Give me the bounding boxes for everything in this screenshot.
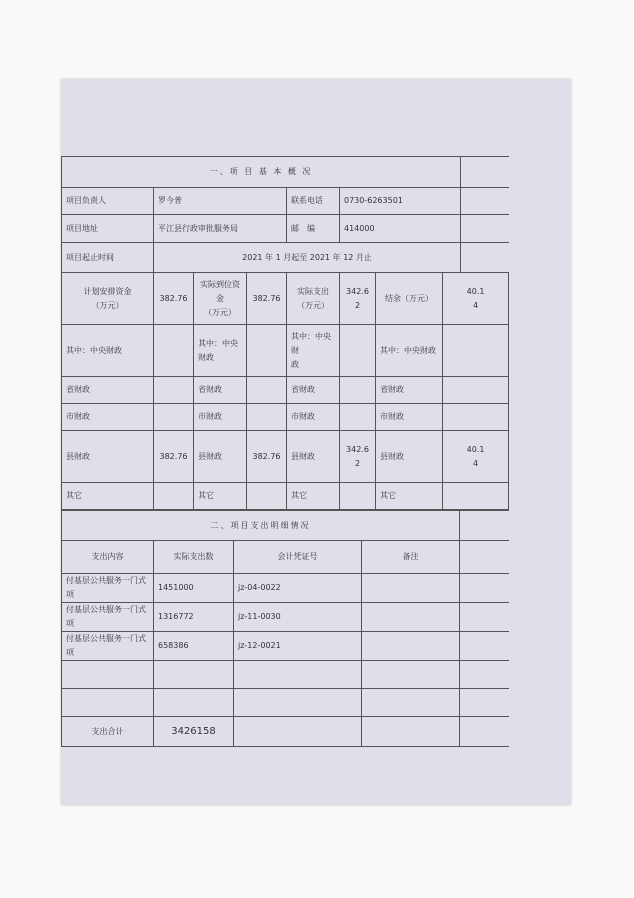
empty-cell xyxy=(362,717,460,747)
empty-cell xyxy=(461,215,509,243)
other-label: 其它 xyxy=(194,483,247,510)
header-voucher: 会计凭证号 xyxy=(234,541,362,574)
county-balance-value: 40.1 4 xyxy=(443,431,509,483)
empty-cell xyxy=(460,603,509,632)
city-finance-label: 市财政 xyxy=(194,404,247,431)
row-amount xyxy=(154,661,234,689)
period-value: 2021 年 1 月起至 2021 年 12 月止 xyxy=(154,243,461,273)
postcode-value: 414000 xyxy=(340,215,461,243)
empty-cell xyxy=(460,574,509,603)
header-amount: 实际支出数 xyxy=(154,541,234,574)
actual-in-value: 382.76 xyxy=(247,273,287,325)
header-content: 支出内容 xyxy=(62,541,154,574)
county-out-value: 342.6 2 xyxy=(340,431,376,483)
empty-cell xyxy=(461,188,509,215)
row-remark xyxy=(362,661,460,689)
province-finance-label: 省财政 xyxy=(287,377,340,404)
header-remark: 备注 xyxy=(362,541,460,574)
row-content xyxy=(62,689,154,717)
other-label: 其它 xyxy=(287,483,340,510)
empty-cell xyxy=(443,377,509,404)
empty-cell xyxy=(460,689,509,717)
empty-cell xyxy=(154,377,194,404)
row-voucher: jz-04-0022 xyxy=(234,574,362,603)
row-content: 付基层公共服务一门式项 xyxy=(62,603,154,632)
row-content xyxy=(62,661,154,689)
row-remark xyxy=(362,574,460,603)
row-voucher xyxy=(234,689,362,717)
other-label: 其它 xyxy=(62,483,154,510)
province-finance-label: 省财政 xyxy=(376,377,443,404)
empty-cell xyxy=(340,404,376,431)
table-row xyxy=(62,632,509,661)
section2-title: 二、项目支出明细情况 xyxy=(62,511,460,541)
row-remark xyxy=(362,632,460,661)
table-row xyxy=(62,689,509,717)
other-label: 其它 xyxy=(376,483,443,510)
city-finance-label: 市财政 xyxy=(376,404,443,431)
balance-label: 结余（万元） xyxy=(376,273,443,325)
province-finance-label: 省财政 xyxy=(194,377,247,404)
county-finance-label: 县财政 xyxy=(287,431,340,483)
empty-cell xyxy=(340,377,376,404)
empty-cell xyxy=(247,404,287,431)
empty-cell xyxy=(460,717,509,747)
row-voucher: jz-12-0021 xyxy=(234,632,362,661)
county-finance-label: 县财政 xyxy=(194,431,247,483)
row-amount xyxy=(154,689,234,717)
actual-out-label: 实际支出 （万元） xyxy=(287,273,340,325)
empty-cell xyxy=(154,325,194,377)
address-label: 项目地址 xyxy=(62,215,154,243)
plan-funds-label: 计划安排资金 （万元） xyxy=(62,273,154,325)
county-finance-label: 县财政 xyxy=(62,431,154,483)
row-remark xyxy=(362,689,460,717)
county-plan-value: 382.76 xyxy=(154,431,194,483)
row-voucher xyxy=(234,661,362,689)
county-finance-label: 县财政 xyxy=(376,431,443,483)
row-remark xyxy=(362,603,460,632)
central-finance-label: 其中：中央 财政 xyxy=(194,325,247,377)
empty-cell xyxy=(460,632,509,661)
row-voucher: jz-11-0030 xyxy=(234,603,362,632)
empty-cell xyxy=(443,483,509,510)
row-amount: 1451000 xyxy=(154,574,234,603)
empty-cell xyxy=(443,325,509,377)
empty-cell xyxy=(340,483,376,510)
empty-cell xyxy=(154,483,194,510)
empty-cell xyxy=(443,404,509,431)
period-label: 项目起止时间 xyxy=(62,243,154,273)
address-value: 平江县行政审批服务局 xyxy=(154,215,287,243)
empty-cell xyxy=(340,325,376,377)
row-content: 付基层公共服务一门式项 xyxy=(62,632,154,661)
row-content: 付基层公共服务一门式项 xyxy=(62,574,154,603)
total-value: 3426158 xyxy=(154,717,234,747)
empty-cell xyxy=(460,541,509,574)
balance-value: 40.1 4 xyxy=(443,273,509,325)
empty-cell xyxy=(154,404,194,431)
plan-funds-value: 382.76 xyxy=(154,273,194,325)
actual-in-label: 实际到位资 金 （万元） xyxy=(194,273,247,325)
phone-value: 0730-6263501 xyxy=(340,188,461,215)
table-row xyxy=(62,603,509,632)
central-finance-label: 其中：中央财政 xyxy=(376,325,443,377)
actual-out-value: 342.6 2 xyxy=(340,273,376,325)
table-row xyxy=(62,661,509,689)
leader-label: 项目负责人 xyxy=(62,188,154,215)
empty-cell xyxy=(247,325,287,377)
empty-cell xyxy=(247,483,287,510)
empty-cell xyxy=(460,511,509,541)
expense-detail-table xyxy=(61,510,509,747)
section1-title: 一、项 目 基 本 概 况 xyxy=(62,157,461,188)
postcode-label: 邮 编 xyxy=(287,215,340,243)
leader-value: 罗今普 xyxy=(154,188,287,215)
project-overview-table xyxy=(61,156,509,510)
city-finance-label: 市财政 xyxy=(62,404,154,431)
phone-label: 联系电话 xyxy=(287,188,340,215)
row-amount: 658386 xyxy=(154,632,234,661)
county-in-value: 382.76 xyxy=(247,431,287,483)
city-finance-label: 市财政 xyxy=(287,404,340,431)
central-finance-label: 其中：中央财政 xyxy=(62,325,154,377)
empty-cell xyxy=(461,243,509,273)
table-row xyxy=(62,574,509,603)
empty-cell xyxy=(234,717,362,747)
total-label: 支出合计 xyxy=(62,717,154,747)
empty-cell xyxy=(247,377,287,404)
empty-cell xyxy=(461,157,509,188)
empty-cell xyxy=(460,661,509,689)
province-finance-label: 省财政 xyxy=(62,377,154,404)
central-finance-label: 其中：中央财 政 xyxy=(287,325,340,377)
row-amount: 1316772 xyxy=(154,603,234,632)
